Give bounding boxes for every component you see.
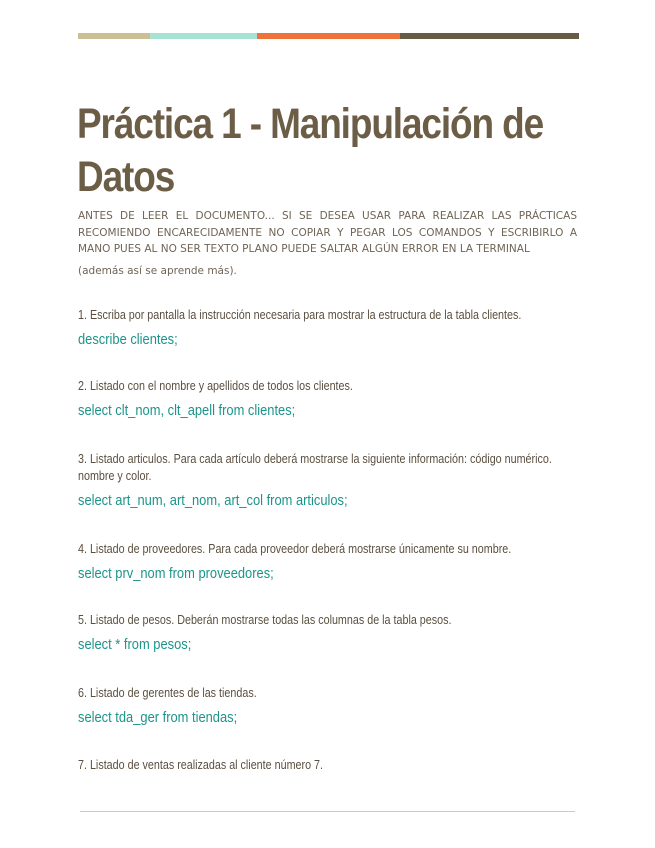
footer-divider (80, 811, 575, 812)
answer-2: select clt_nom, clt_apell from clientes; (78, 402, 296, 419)
question-6: 6. Listado de gerentes de las tiendas. (78, 686, 257, 700)
answer-1: describe clientes; (78, 331, 178, 348)
answer-5: select * from pesos; (78, 636, 192, 653)
decorative-color-bar (78, 33, 579, 39)
color-bar-segment-4 (400, 33, 579, 39)
document-title: Práctica 1 - Manipulación de Datos (77, 100, 544, 201)
color-bar-segment-3 (257, 33, 400, 39)
question-2: 2. Listado con el nombre y apellidos de todos los clientes. (78, 379, 353, 393)
intro-note: (además así se aprende más). (78, 265, 237, 277)
question-3: 3. Listado articulos. Para cada artículo deberá mostrarse la siguiente información: código numérico. nombre y color. (78, 452, 552, 483)
question-4: 4. Listado de proveedores. Para cada proveedor deberá mostrarse únicamente su nombre. (78, 542, 512, 556)
color-bar-segment-2 (150, 33, 257, 39)
question-7: 7. Listado de ventas realizadas al cliente número 7. (78, 758, 324, 772)
answer-6: select tda_ger from tiendas; (78, 709, 238, 726)
question-1: 1. Escriba por pantalla la instrucción necesaria para mostrar la estructura de la tabla clientes. (78, 308, 522, 322)
question-5: 5. Listado de pesos. Deberán mostrarse todas las columnas de la tabla pesos. (78, 613, 452, 627)
answer-4: select prv_nom from proveedores; (78, 565, 274, 582)
intro-warning: ANTES DE LEER EL DOCUMENTO... SI SE DESEA USAR PARA REALIZAR LAS PRÁCTICAS RECOMIENDO ENCARECIDAMENTE NO COPIAR Y PEGAR LOS COMANDOS Y ESCRIBIRLO A MANO PUES AL NO SER TEXTO PLANO PUEDE SALTAR ALGÚN ERROR EN LA TERMINAL (78, 210, 577, 255)
color-bar-segment-1 (78, 33, 150, 39)
answer-3: select art_num, art_nom, art_col from articulos; (78, 492, 348, 509)
